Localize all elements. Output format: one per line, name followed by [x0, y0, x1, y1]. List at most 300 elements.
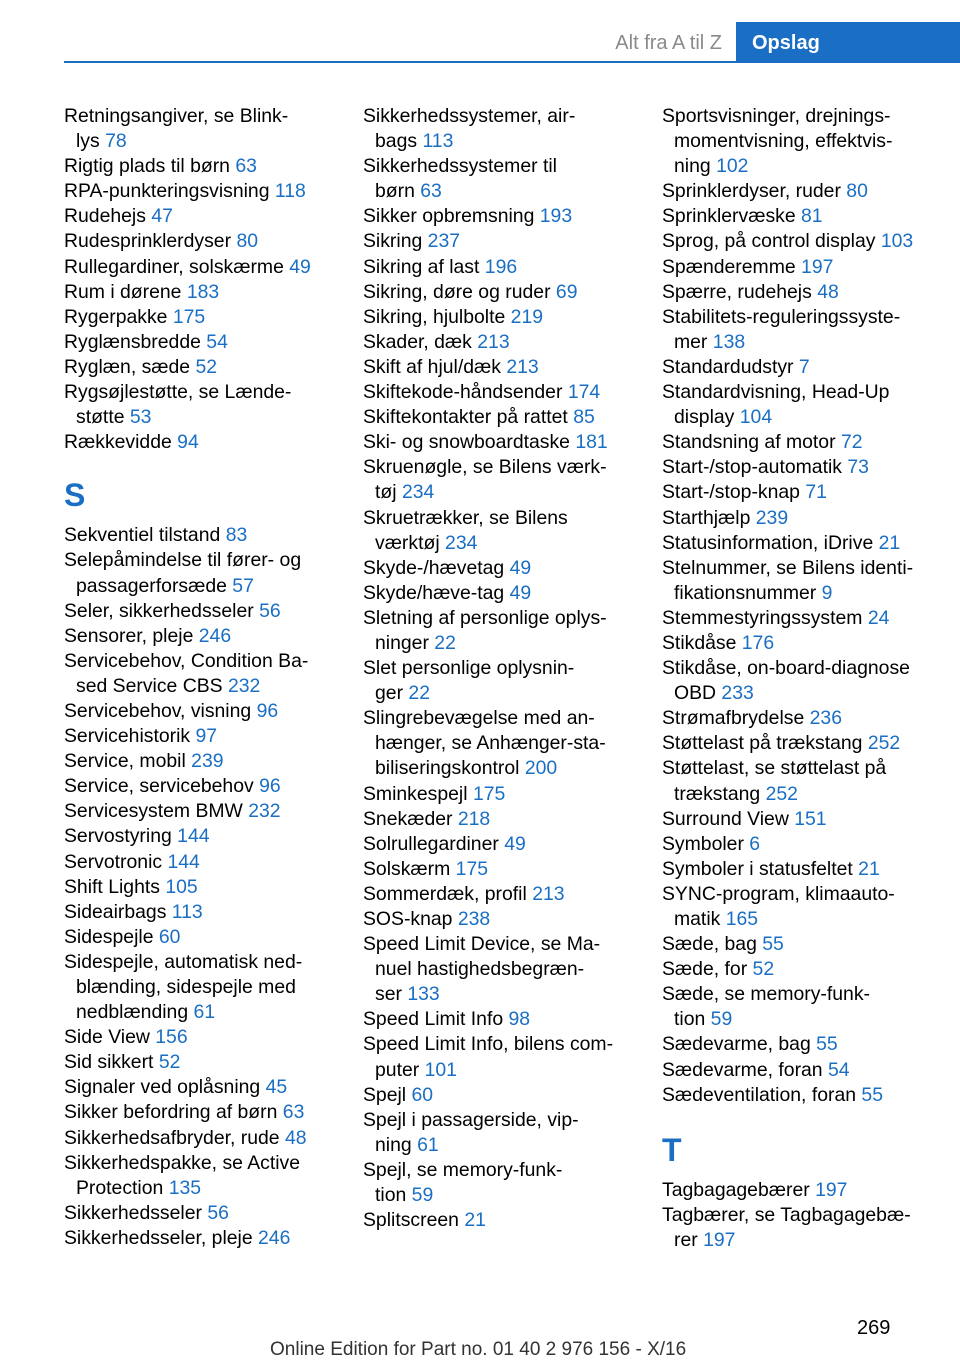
index-entry-term: Sædeventilation, foran	[662, 1083, 862, 1106]
index-entry-term: Sikker opbremsning	[363, 205, 540, 228]
index-entry-page-link[interactable]: 56	[259, 599, 281, 622]
index-entry	[64, 380, 326, 430]
index-entry-term: Sikkerhedsseler	[64, 1201, 208, 1224]
index-entry	[363, 380, 625, 405]
index-entry	[64, 925, 326, 950]
index-entry	[363, 706, 625, 781]
index-entry-term: Sæde, bag	[662, 933, 763, 956]
index-entry-term: Solskærm	[363, 857, 456, 880]
index-entry	[363, 1032, 625, 1082]
index-entry	[363, 1007, 625, 1032]
index-entry-page-link[interactable]: 246	[258, 1226, 291, 1249]
index-entry-page-link[interactable]: 238	[457, 908, 491, 930]
index-entry	[363, 832, 625, 857]
index-entry-page-link[interactable]: 48	[817, 280, 839, 303]
index-entry-term: Sikkerhedssystemer, air- bags	[363, 105, 576, 153]
index-entry-page-link[interactable]: 219	[510, 305, 544, 328]
index-entry-term: Standardvisning, Head-Up display	[662, 381, 890, 429]
index-entry-page-link[interactable]: 246	[198, 624, 232, 647]
index-entry-term: Rudesprinklerdyser	[64, 230, 237, 253]
index-entry-term: Sommerdæk, profil	[363, 882, 533, 905]
index-entry-page-link[interactable]: 63	[235, 155, 257, 178]
index-entry-term: Slingrebevægelse med an- hænger, se Anhænger-sta- biliseringskontrol	[363, 707, 606, 780]
index-entry-page-link[interactable]: 113	[422, 130, 454, 153]
index-entry	[662, 857, 924, 882]
header-rule	[64, 61, 960, 63]
index-entry-page-link[interactable]: 59	[411, 1184, 434, 1207]
index-entry-term: Støttelast på trækstang	[662, 732, 868, 755]
index-entry-term: Rum i dørene	[64, 280, 187, 303]
index-entry-term: Spejl	[363, 1083, 412, 1106]
index-entry-term: Støttelast, se støttelast på trækstang	[662, 757, 887, 805]
index-entry-page-link[interactable]: 213	[506, 355, 539, 378]
index-entry-page-link[interactable]: 234	[445, 531, 478, 554]
index-entry	[363, 581, 625, 606]
index-entry-term: Starthjælp	[662, 506, 756, 529]
index-entry-term: Splitscreen	[363, 1209, 465, 1232]
index-entry-page-link[interactable]: 97	[195, 725, 218, 748]
index-entry-term: Symboler i statusfeltet	[662, 857, 859, 880]
index-entry-page-link[interactable]: 55	[861, 1083, 883, 1106]
index-entry-term: Standsning af motor	[662, 431, 841, 454]
index-entry-page-link[interactable]: 63	[282, 1101, 305, 1124]
index-entry	[64, 1201, 326, 1226]
index-entry-term: Skruetrækker, se Bilens værktøj	[363, 506, 568, 554]
index-entry	[64, 950, 326, 1025]
footer-edition: Online Edition for Part no. 01 40 2 976 156 - X/16	[270, 1339, 687, 1360]
index-entry	[662, 355, 924, 380]
index-entry-term: Stikdåse, on-board-diagnose OBD	[662, 657, 910, 705]
index-entry-term: Sæde, for	[662, 958, 753, 981]
index-entry	[662, 932, 924, 957]
index-entry	[363, 204, 625, 229]
index-entry	[662, 957, 924, 982]
index-entry	[64, 850, 326, 875]
index-entry-page-link[interactable]: 213	[532, 882, 565, 905]
index-entry-term: Skruenøgle, se Bilens værk- tøj	[363, 456, 607, 504]
index-entry-page-link[interactable]: 24	[867, 606, 890, 629]
index-entry-page-link[interactable]: 213	[477, 330, 510, 353]
index-entry-page-link[interactable]: 237	[427, 230, 461, 253]
index-entry	[363, 1083, 625, 1108]
index-entry	[662, 1032, 924, 1057]
index-entry-term: Stemmestyringssystem	[662, 606, 868, 629]
index-entry-page-link[interactable]: 236	[809, 707, 842, 730]
index-entry-page-link[interactable]: 175	[472, 782, 506, 805]
index-entry	[363, 430, 625, 455]
index-entry	[64, 179, 326, 204]
index-entry-page-link[interactable]: 232	[248, 800, 281, 823]
index-entry-page-link[interactable]: 48	[284, 1126, 307, 1149]
index-entry	[662, 480, 924, 505]
index-entry-page-link[interactable]: 59	[710, 1008, 733, 1031]
header-tab-label: Opslag	[752, 32, 820, 54]
index-entry	[363, 1158, 625, 1208]
index-entry	[64, 1151, 326, 1201]
index-entry-term: Spejl, se memory-funk- tion	[363, 1158, 563, 1207]
index-entry-term: Ryglæn, sæde	[64, 355, 196, 378]
index-entry	[64, 1100, 326, 1125]
index-entry	[64, 1126, 326, 1151]
index-column-2	[363, 104, 625, 1233]
index-entry-term: Stikdåse	[662, 631, 742, 654]
index-entry	[363, 1208, 625, 1233]
index-entry-page-link[interactable]: 21	[878, 531, 901, 554]
index-entry-term: Solrullegardiner	[363, 832, 505, 855]
index-entry-page-link[interactable]: 239	[755, 506, 789, 529]
index-entry-page-link[interactable]: 98	[508, 1008, 531, 1031]
index-entry	[64, 824, 326, 849]
index-entry-page-link[interactable]: 52	[158, 1051, 181, 1074]
index-entry-term: Skyde-/hævetag	[363, 556, 510, 579]
index-entry	[363, 857, 625, 882]
index-entry-page-link[interactable]: 138	[712, 330, 746, 353]
index-entry-term: Rækkevidde	[64, 431, 178, 454]
index-entry-page-link[interactable]: 181	[575, 431, 608, 454]
index-entry-page-link[interactable]: 47	[151, 205, 173, 228]
index-entry	[363, 907, 625, 932]
index-entry-page-link[interactable]: 6	[749, 832, 761, 855]
index-entry	[662, 656, 924, 706]
index-entry	[363, 255, 625, 280]
index-entry	[662, 556, 924, 606]
index-entry-term: Spejl i passagerside, vip- ning	[363, 1108, 579, 1156]
index-entry	[363, 355, 625, 380]
index-entry-page-link[interactable]: 175	[172, 305, 206, 328]
index-entry-term: Sikring, hjulbolte	[363, 305, 511, 328]
index-entry-term: Standardudstyr	[662, 355, 799, 378]
index-entry-page-link[interactable]: 52	[195, 355, 218, 378]
index-entry	[363, 154, 625, 204]
index-entry-term: Sikkerhedsseler, pleje	[64, 1226, 259, 1249]
section-letter: T	[662, 1131, 682, 1168]
index-entry	[662, 104, 924, 179]
index-entry-term: Selepåmindelse til fører- og passagerforsæde	[64, 549, 302, 597]
index-entry-page-link[interactable]: 239	[191, 750, 224, 773]
index-entry-page-link[interactable]: 71	[805, 481, 827, 504]
index-entry-page-link[interactable]: 52	[752, 958, 775, 981]
index-entry-page-link[interactable]: 78	[105, 130, 127, 153]
index-entry	[363, 455, 625, 505]
index-entry	[662, 631, 924, 656]
index-entry	[64, 104, 326, 154]
index-entry	[662, 706, 924, 731]
index-entry	[64, 280, 326, 305]
index-entry	[662, 882, 924, 932]
index-entry-term: Sminkespejl	[363, 782, 473, 805]
index-entry-term: Servostyring	[64, 825, 178, 848]
index-entry-page-link[interactable]: 196	[484, 255, 518, 278]
index-entry-term: Service, servicebehov	[64, 775, 260, 798]
index-entry-term: Sprinklerdyser, ruder	[662, 180, 847, 203]
index-entry-term: Sideairbags	[64, 900, 172, 923]
index-entry	[64, 154, 326, 179]
index-entry-term: Sid sikkert	[64, 1051, 159, 1074]
index-entry	[662, 1178, 924, 1203]
index-entry	[64, 900, 326, 925]
index-entry-term: Sidespejle	[64, 925, 159, 948]
index-entry-term: Start-/stop-automatik	[662, 456, 848, 479]
index-entry-term: Symboler	[662, 832, 750, 855]
index-entry-page-link[interactable]: 61	[193, 1001, 216, 1024]
index-entry-term: Surround View	[662, 807, 795, 830]
index-entry	[363, 405, 625, 430]
index-entry	[64, 330, 326, 355]
index-entry-page-link[interactable]: 200	[524, 757, 558, 780]
index-entry	[662, 204, 924, 229]
index-entry-page-link[interactable]: 53	[129, 406, 152, 429]
index-entry	[64, 599, 326, 624]
index-entry-term: Retningsangiver, se Blink- lys	[64, 105, 289, 153]
index-entry-page-link[interactable]: 81	[801, 205, 823, 228]
index-entry-page-link[interactable]: 60	[411, 1083, 434, 1106]
index-entry	[64, 649, 326, 699]
index-entry	[662, 305, 924, 355]
index-entry-page-link[interactable]: 118	[274, 180, 306, 203]
index-entry-term: Skift af hjul/dæk	[363, 355, 507, 378]
index-entry-page-link[interactable]: 69	[555, 280, 578, 303]
index-entry	[64, 1050, 326, 1075]
index-entry	[363, 656, 625, 706]
index-entry	[363, 882, 625, 907]
index-entry-term: Sikkerhedsafbryder, rude	[64, 1126, 285, 1149]
index-entry-page-link[interactable]: 174	[567, 381, 601, 404]
index-entry-page-link[interactable]: 45	[265, 1076, 288, 1099]
index-entry-page-link[interactable]: 183	[186, 280, 220, 303]
index-entry	[64, 774, 326, 799]
index-entry	[363, 330, 625, 355]
index-entry-term: Strømafbrydelse	[662, 707, 810, 730]
index-entry-page-link[interactable]: 72	[840, 431, 863, 454]
index-entry-page-link[interactable]: 252	[867, 732, 901, 755]
index-entry-term: Statusinformation, iDrive	[662, 531, 879, 554]
index-entry-page-link[interactable]: 197	[815, 1178, 848, 1201]
index-entry	[64, 229, 326, 254]
index-entry-page-link[interactable]: 83	[225, 524, 248, 547]
index-entry-page-link[interactable]: 49	[509, 581, 532, 604]
index-entry	[64, 875, 326, 900]
index-entry	[64, 1025, 326, 1050]
section-letter: S	[64, 477, 86, 514]
index-entry-page-link[interactable]: 233	[721, 682, 754, 705]
index-entry-term: Speed Limit Info, bilens com- puter	[363, 1033, 614, 1081]
index-entry-page-link[interactable]: 55	[762, 933, 784, 956]
index-entry-term: Sportsvisninger, drejnings- momentvisning, effektvis- ning	[662, 105, 893, 178]
index-entry	[662, 229, 924, 254]
index-entry	[662, 731, 924, 756]
index-entry-page-link[interactable]: 80	[846, 180, 868, 203]
index-entry	[662, 506, 924, 531]
index-entry	[64, 430, 326, 455]
index-entry-term: Servicebehov, visning	[64, 699, 257, 722]
index-entry-term: Tagbærer, se Tagbagagebæ- rer	[662, 1203, 911, 1251]
index-entry-page-link[interactable]: 9	[821, 581, 833, 604]
index-entry-term: Servicebehov, Condition Ba- sed Service CBS	[64, 649, 309, 697]
index-column-3	[662, 104, 924, 1253]
index-entry-term: Skiftekode-håndsender	[363, 381, 568, 404]
index-entry-page-link[interactable]: 73	[847, 456, 869, 479]
index-entry	[662, 982, 924, 1032]
index-entry-term: Ryglænsbredde	[64, 330, 207, 353]
index-entry	[363, 1108, 625, 1158]
page-header	[0, 0, 960, 64]
index-entry-term: Stelnummer, se Bilens identi- fikationsnummer	[662, 556, 914, 604]
index-entry	[662, 807, 924, 832]
index-entry-term: Sikker befordring af børn	[64, 1101, 283, 1124]
index-entry-term: Sikring	[363, 230, 428, 253]
index-entry-page-link[interactable]: 197	[801, 255, 834, 278]
index-entry-term: Rigtig plads til børn	[64, 155, 236, 178]
index-entry	[662, 280, 924, 305]
index-entry-term: Skiftekontakter på rattet	[363, 406, 574, 429]
index-entry-page-link[interactable]: 193	[539, 205, 573, 228]
index-entry-page-link[interactable]: 252	[765, 782, 798, 805]
index-entry	[64, 548, 326, 598]
index-entry-page-link[interactable]: 63	[420, 180, 442, 203]
index-entry	[363, 104, 625, 154]
index-entry-term: Sprog, på control display	[662, 230, 881, 253]
index-entry-term: Skader, dæk	[363, 330, 478, 353]
index-entry-page-link[interactable]: 102	[716, 155, 749, 178]
index-entry	[662, 606, 924, 631]
index-entry	[64, 699, 326, 724]
index-entry-term: Ski- og snowboardtaske	[363, 431, 576, 454]
index-entry-page-link[interactable]: 144	[177, 825, 210, 848]
index-entry-term: Tagbagagebærer	[662, 1178, 816, 1201]
index-entry-page-link[interactable]: 22	[408, 682, 430, 705]
index-entry-page-link[interactable]: 156	[155, 1026, 188, 1049]
index-entry-term: Sikring, døre og ruder	[363, 280, 556, 303]
index-entry-page-link[interactable]: 7	[798, 355, 810, 378]
index-entry	[363, 932, 625, 1007]
index-entry-term: Servicesystem BMW	[64, 800, 249, 823]
index-entry-page-link[interactable]: 113	[171, 900, 203, 923]
index-entry-page-link[interactable]: 151	[794, 807, 827, 830]
index-entry-page-link[interactable]: 133	[407, 983, 440, 1006]
index-entry	[363, 229, 625, 254]
index-entry	[363, 606, 625, 656]
index-entry	[363, 556, 625, 581]
index-entry	[662, 756, 924, 806]
index-entry-term: Speed Limit Info	[363, 1008, 509, 1031]
index-entry-term: Slet personlige oplysnin- ger	[363, 657, 575, 705]
index-entry	[64, 305, 326, 330]
index-entry-page-link[interactable]: 104	[739, 406, 773, 429]
index-entry	[64, 355, 326, 380]
index-entry-term: Rygsøjlestøtte, se Lænde- støtte	[64, 381, 292, 429]
index-entry-page-link[interactable]: 175	[455, 857, 489, 880]
index-entry	[363, 305, 625, 330]
index-entry-term: Sikring af last	[363, 255, 485, 278]
index-entry-page-link[interactable]: 85	[573, 406, 595, 429]
index-entry-page-link[interactable]: 21	[858, 857, 880, 880]
index-entry-term: Rudehejs	[64, 205, 152, 228]
index-entry-page-link[interactable]: 54	[206, 330, 228, 353]
index-entry	[662, 531, 924, 556]
index-entry	[64, 1226, 326, 1251]
index-entry-term: Rygerpakke	[64, 305, 173, 328]
index-entry-page-link[interactable]: 96	[256, 699, 279, 722]
index-entry	[662, 1083, 924, 1108]
index-entry-term: Side View	[64, 1026, 156, 1049]
index-entry-page-link[interactable]: 96	[259, 775, 281, 798]
index-entry	[662, 832, 924, 857]
index-entry-term: Rullegardiner, solskærme	[64, 255, 290, 278]
index-entry	[64, 204, 326, 229]
index-entry-page-link[interactable]: 49	[289, 255, 311, 278]
index-entry-page-link[interactable]: 103	[880, 230, 914, 253]
index-entry-term: Servotronic	[64, 850, 168, 873]
index-entry-term: Skyde/hæve-tag	[363, 581, 510, 604]
index-entry-term: Spærre, rudehejs	[662, 280, 818, 303]
index-entry	[662, 1058, 924, 1083]
index-entry-page-link[interactable]: 197	[703, 1228, 736, 1251]
index-entry-page-link[interactable]: 60	[158, 925, 181, 948]
index-entry	[662, 179, 924, 204]
index-entry	[662, 1203, 924, 1253]
index-entry-term: Shift Lights	[64, 875, 166, 898]
index-entry-page-link[interactable]: 232	[227, 674, 261, 697]
index-entry-term: Sensorer, pleje	[64, 624, 199, 647]
index-entry-term: Sædevarme, bag	[662, 1033, 817, 1056]
index-entry-page-link[interactable]: 218	[457, 807, 491, 830]
index-entry-page-link[interactable]: 49	[504, 832, 526, 855]
index-entry-page-link[interactable]: 56	[207, 1201, 229, 1224]
index-entry-page-link[interactable]: 135	[168, 1176, 202, 1199]
index-entry-term: Signaler ved oplåsning	[64, 1076, 266, 1099]
page-number: 269	[857, 1317, 891, 1339]
index-entry-page-link[interactable]: 57	[232, 574, 254, 597]
index-entry-term: Service, mobil	[64, 750, 192, 773]
index-entry-term: Sædevarme, foran	[662, 1058, 828, 1081]
index-entry-page-link[interactable]: 21	[464, 1209, 486, 1232]
index-entry-page-link[interactable]: 94	[177, 431, 199, 454]
index-entry-page-link[interactable]: 54	[827, 1058, 850, 1081]
index-entry-page-link[interactable]: 234	[401, 481, 435, 504]
index-entry-term: Seler, sikkerhedsseler	[64, 599, 260, 622]
index-entry	[363, 280, 625, 305]
index-entry-page-link[interactable]: 165	[725, 908, 759, 930]
index-entry-page-link[interactable]: 105	[165, 875, 198, 898]
index-entry	[662, 380, 924, 430]
index-entry-page-link[interactable]: 101	[424, 1058, 457, 1081]
index-entry-page-link[interactable]: 22	[434, 631, 456, 654]
index-entry-term: Servicehistorik	[64, 725, 196, 748]
index-entry-page-link[interactable]: 80	[236, 230, 259, 253]
index-entry-term: Sikkerhedssystemer til børn	[363, 155, 557, 203]
index-entry-term: Start-/stop-knap	[662, 481, 806, 504]
index-entry	[64, 724, 326, 749]
index-entry-page-link[interactable]: 176	[741, 631, 775, 654]
index-entry-term: SOS-knap	[363, 908, 458, 930]
index-entry	[363, 807, 625, 832]
index-entry-term: Spænderemme	[662, 255, 802, 278]
index-entry	[662, 430, 924, 455]
index-entry-page-link[interactable]: 61	[417, 1133, 439, 1156]
index-entry-term: Sikkerhedspakke, se Active Protection	[64, 1151, 301, 1199]
index-entry	[64, 255, 326, 280]
index-entry-page-link[interactable]: 144	[167, 850, 200, 873]
index-entry	[64, 624, 326, 649]
index-entry	[662, 255, 924, 280]
index-entry	[363, 782, 625, 807]
header-section-title: Alt fra A til Z	[615, 32, 722, 54]
index-column-1	[64, 104, 326, 1251]
index-entry-term: SYNC-program, klimaauto- matik	[662, 882, 895, 930]
index-entry-page-link[interactable]: 49	[509, 556, 532, 579]
index-entry-page-link[interactable]: 55	[816, 1033, 838, 1056]
index-entry-term: Sidespejle, automatisk ned- blænding, sidespejle med nedblænding	[64, 950, 303, 1024]
